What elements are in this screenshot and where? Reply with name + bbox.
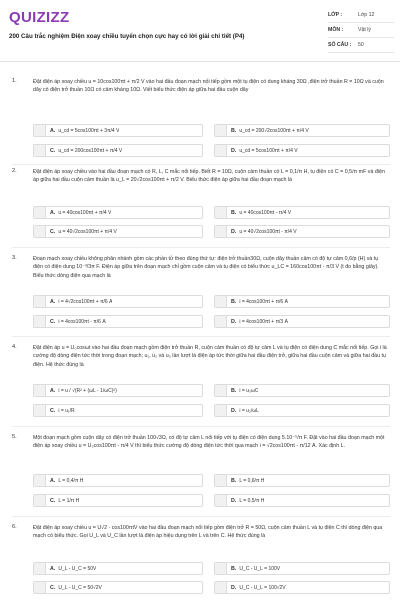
meta-value: Vật lý [358,27,371,33]
option-letter: C. [50,318,56,325]
option-checkbox[interactable] [34,582,46,593]
option-c[interactable] [33,581,203,594]
question-text: Đặt điện áp u = U₀cosωt vào hai đầu đoạn mạch gồm điện trở thuần R, cuộn cảm thuần có độ tự cảm L và tụ điện có điện dung C mắc nối tiếp. Gọi i là cường độ dòng điện tức thời trong đoạn mạch; u₁, u₂ và u₃ lần lượt là điện áp tức thời giữa hai đầu điện trở, giữa hai đầu cuộn cảm và giữa hai đầu tụ điện. Hệ thức đúng là [33,345,387,368]
option-letter: C. [50,147,56,154]
option-text: i = 4cos100πt - π/6 A [58,318,106,325]
question-number: 1. [12,78,17,84]
option-letter: C. [50,228,56,235]
option-checkbox[interactable] [215,125,227,136]
option-checkbox[interactable] [34,563,46,574]
option-text: i = u / √(R² + (ωL - 1/ωC)²) [58,387,117,394]
option-letter: D. [231,147,237,154]
meta-label: SỐ CÂU : [328,42,352,48]
option-letter: C. [50,584,56,591]
option-text: u_cd = 5cos100πt + 3π/4 V [58,127,120,134]
option-text: i = u₁/R [58,407,75,414]
divider [12,164,390,165]
option-c[interactable] [33,494,203,507]
meta-label: LỚP : [328,12,343,18]
option-letter: A. [50,127,56,134]
option-text: L = 0,6/π H [239,477,265,484]
option-a[interactable] [33,474,203,487]
option-checkbox[interactable] [215,582,227,593]
option-checkbox[interactable] [34,316,46,327]
option-text: U_C - U_L = 100V [239,565,281,572]
option-checkbox[interactable] [34,475,46,486]
option-checkbox[interactable] [215,495,227,506]
option-checkbox[interactable] [34,296,46,307]
question-number: 5. [12,434,17,440]
option-text: U_L - U_C = 50√2V [58,584,102,591]
option-d[interactable] [214,315,390,328]
option-letter: D. [231,228,237,235]
quiz-meta-panel [328,8,394,53]
option-letter: D. [231,584,237,591]
option-c[interactable] [33,144,203,157]
question-text: Đặt điện áp xoay chiều u = U√2 · cos100πtV vào hai đầu đoạn mạch nối tiếp gồm điện trở R = 50Ω, cuộn cảm thuần L và tụ điện C thì dòng điện qua mạch có biểu thức. Gọi U_L và U_C lần lượt là điện áp hiệu dụng trên L và trên C. Hệ thức đúng là [33,525,383,540]
option-letter: B. [231,387,237,394]
option-text: u = 40cos100πt - π/4 V [239,209,292,216]
option-d[interactable] [214,494,390,507]
option-checkbox[interactable] [34,125,46,136]
option-text: u = 40cos100πt + π/4 V [58,209,112,216]
option-letter: B. [231,477,237,484]
option-a[interactable] [33,384,203,397]
option-text: L = 0,5/π H [239,497,265,504]
option-text: u_cd = 200√2cos100πt + π/4 V [239,127,309,134]
option-letter: B. [231,298,237,305]
question-number: 6. [12,524,17,530]
option-b[interactable] [214,295,390,308]
option-text: i = 4cos100πt + π/3 A [239,318,288,325]
option-checkbox[interactable] [215,563,227,574]
option-checkbox[interactable] [215,316,227,327]
meta-value: 50 [358,42,364,48]
divider [12,426,390,427]
option-checkbox[interactable] [215,405,227,416]
option-a[interactable] [33,562,203,575]
option-letter: D. [231,497,237,504]
option-a[interactable] [33,295,203,308]
option-text: i = u₃ωC [239,387,259,394]
option-letter: D. [231,318,237,325]
option-letter: B. [231,565,237,572]
option-checkbox[interactable] [34,385,46,396]
option-checkbox[interactable] [34,405,46,416]
option-c[interactable] [33,404,203,417]
option-checkbox[interactable] [215,475,227,486]
divider [12,336,390,337]
page-header [0,0,400,62]
question-text: Đặt điện áp xoay chiều u = 10cos100πt + π/2 V vào hai đầu đoạn mạch nối tiếp gồm một tụ điện có dung kháng 30Ω ,điện trở thuần R = 10Ω và cuộn dây có điện trở thuần 10Ω có cảm kháng 10Ω. Viết biểu thức điện áp giữa hai đầu cuộn dây [33,79,384,94]
option-text: i = u₂/ωL [239,407,259,414]
option-letter: B. [231,127,237,134]
question-text: Đặt điện áp xoay chiều vào hai đầu đoạn mạch có R, L, C mắc nối tiếp. Biết R = 10Ω, cuộn cảm thuần có L = 0,1/π H, tụ điện có C = 0,5/π mF và điện áp giữa hai đầu cuộn cảm thuần là u_L = 20√2cos100πt + π/2 V. Biểu thức điện áp giữa hai đầu đoạn mạch là [33,169,385,184]
option-letter: C. [50,407,56,414]
option-letter: A. [50,298,56,305]
option-text: i = 4cos100πt + π/6 A [239,298,288,305]
option-checkbox[interactable] [34,226,46,237]
option-text: i = 4√2cos100πt + π/6 A [58,298,113,305]
meta-row-subject [328,23,394,38]
option-b[interactable] [214,474,390,487]
option-text: u_cd = 200cos100πt + π/4 V [58,147,123,154]
option-d[interactable] [214,144,390,157]
option-checkbox[interactable] [215,207,227,218]
option-a[interactable] [33,206,203,219]
meta-row-count [328,38,394,53]
option-checkbox[interactable] [215,226,227,237]
option-checkbox[interactable] [34,145,46,156]
option-b[interactable] [214,206,390,219]
option-d[interactable] [214,581,390,594]
divider [12,516,390,517]
option-text: u = 40√2cos100πt - π/4 V [239,228,297,235]
option-text: L = 1/π H [58,497,80,504]
option-text: L = 0,4/π H [58,477,84,484]
quizizz-logo[interactable]: QUIZIZZ [9,9,70,26]
option-letter: C. [50,497,56,504]
option-checkbox[interactable] [215,296,227,307]
option-checkbox[interactable] [215,385,227,396]
option-text: U_L - U_C = 50V [58,565,97,572]
option-letter: A. [50,387,56,394]
question-number: 3. [12,255,17,261]
page-title: 200 Câu trắc nghiệm Điện xoay chiều tuyển chọn cực hay có lời giải chi tiết (P4) [9,33,245,40]
option-a[interactable] [33,124,203,137]
option-d[interactable] [214,225,390,238]
option-c[interactable] [33,315,203,328]
option-b[interactable] [214,124,390,137]
option-b[interactable] [214,384,390,397]
option-letter: A. [50,565,56,572]
option-text: u_cd = 5cos100πt + π/4 V [239,147,298,154]
option-d[interactable] [214,404,390,417]
question-number: 4. [12,344,17,350]
meta-label: MÔN : [328,27,344,33]
option-checkbox[interactable] [215,145,227,156]
option-letter: D. [231,407,237,414]
option-checkbox[interactable] [34,207,46,218]
option-letter: B. [231,209,237,216]
option-text: U_C - U_L = 100√2V [239,584,286,591]
option-checkbox[interactable] [34,495,46,506]
option-letter: A. [50,477,56,484]
meta-row-class [328,8,394,23]
meta-value: Lớp 12 [358,12,375,18]
option-text: u = 40√2cos100πt + π/4 V [58,228,117,235]
option-b[interactable] [214,562,390,575]
question-text: Một đoạn mạch gồm cuộn dây có điện trở thuần 100√3Ω, có độ tự cảm L nối tiếp với tụ điện có điện dung 5.10⁻⁵/π F. Đặt vào hai đầu đoạn mạch một điện áp xoay chiều u = U₀cos100πt - π/4 V thì biểu thức cường độ dòng điện tức thời qua mạch i = √2cos100πt - π/12 A. Xác định L. [33,435,385,450]
option-letter: A. [50,209,56,216]
option-c[interactable] [33,225,203,238]
question-text: Đoạn mạch xoay chiều không phân nhánh gồm các phần tử theo đúng thứ tự: điện trở thuần30Ω, cuộn dây thuần cảm có độ tự cảm 0,6/p (H) và tụ điện có điện dung 10⁻³/3π F. Điện áp giữa trên đoạn mạch chỉ gồm cuộn cảm và tụ điện có biểu thức u_LC = 160cos100πt - π/3 V (t đo bằng giây). Biểu thức dòng điện qua mạch là [33,256,379,279]
question-number: 2. [12,168,17,174]
divider [12,247,390,248]
